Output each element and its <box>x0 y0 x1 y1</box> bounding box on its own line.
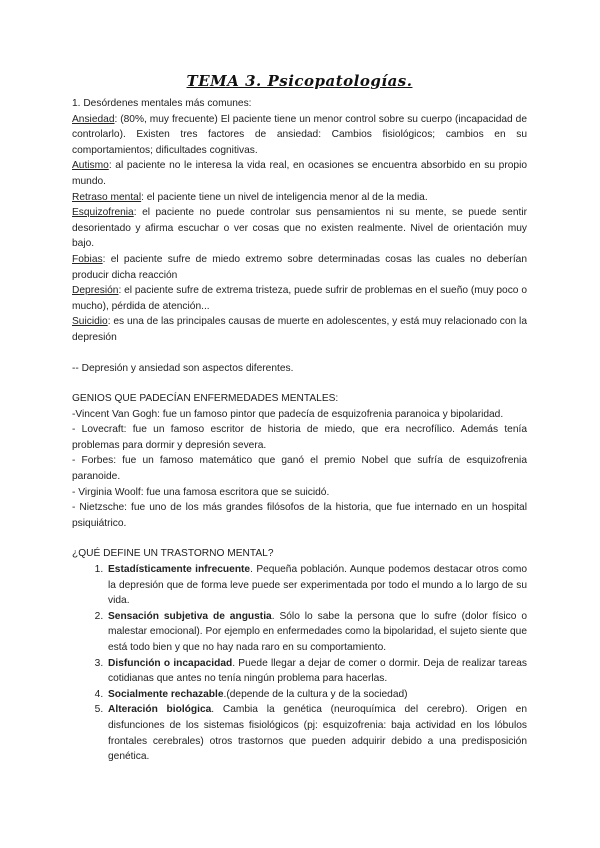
disorder-term: Autismo <box>72 160 109 172</box>
disorder-text: : al paciente no le interesa la vida real, en ocasiones se encuentra absorbido en su propio mundo. <box>72 160 527 187</box>
genius-item: - Virginia Woolf: fue una famosa escritora que se suicidó. <box>72 486 330 498</box>
disorder-text: : el paciente tiene un nivel de inteligencia menor al de la media. <box>141 191 428 203</box>
disorder-term: Esquizofrenia <box>72 207 134 219</box>
genius-item: - Nietzsche: fue uno de los más grandes filósofos de la historia, que fue internado en un hospital psiquiátrico. <box>72 502 527 529</box>
disorder-term: Retraso mental <box>72 191 142 203</box>
section2-list <box>72 407 527 532</box>
disorder-text: : el paciente no puede controlar sus pensamientos ni su mente, se puede sentir desorientado y afirma escuchar o ver cosas que no existen realmente. Nivel de orientación muy bajo. <box>72 207 527 250</box>
disorder-item <box>72 314 527 345</box>
document-title: TEMA 3. Psicopatologías. <box>186 72 413 90</box>
disorder-text: : el paciente sufre de extrema tristeza, puede sufrir de problemas en el sueño (muy poco o mucho), pérdida de atención... <box>72 285 527 312</box>
disorder-text: : el paciente sufre de miedo extremo sobre determinadas cosas las cuales no deberían producir dicha reacción <box>72 253 527 281</box>
disorder-term: Depresión <box>72 285 119 297</box>
criteria-item <box>106 656 527 687</box>
criteria-bold: Alteración biológica <box>108 704 212 716</box>
criteria-text: . Pequeña población. Aunque podemos destacar otros como la depresión que de forma leve puede ser experimentada por todo el mundo a lo largo de su vida. <box>108 564 528 607</box>
disorder-item <box>72 252 527 283</box>
disorder-term: Fobias <box>72 253 103 265</box>
criteria-text: . Sólo lo sabe la persona que lo sufre (dolor físico o malestar emocional). Por ejemplo en enfermedades como la bipolaridad, el sujeto siente que está todo bien y que no hay nada raro en su comportamiento. <box>108 610 528 653</box>
criteria-bold: Disfunción o incapacidad <box>108 657 233 669</box>
disorder-item <box>72 283 527 314</box>
criteria-text: .(depende de la cultura y de la sociedad) <box>223 688 408 700</box>
disorder-text: : es una de las principales causas de muerte en adolescentes, y está muy relacionado con la depresión <box>72 316 527 343</box>
section3-heading: ¿QUÉ DEFINE UN TRASTORNO MENTAL? <box>72 548 274 560</box>
disorder-item <box>72 190 527 206</box>
disorder-item <box>72 112 527 159</box>
criteria-text: . Puede llegar a dejar de comer o dormir. Deja de realizar tareas cotidianas que antes no tenía ningún problema para hacerlas. <box>108 657 527 685</box>
criteria-item <box>106 562 527 609</box>
disorder-term: Ansiedad <box>72 113 115 125</box>
criteria-text: . Cambia la genética (neuroquímica del cerebro). Origen en disfunciones de los sistemas fisiológicos (pj: esquizofrenia: baja actividad en los lóbulos frontales cerebrales) otros trastornos que pueden adquirir debido a una predisposición genética. <box>108 704 527 763</box>
document-page <box>72 72 527 765</box>
criteria-item <box>106 609 527 656</box>
genius-item: - Lovecraft: fue un famoso escritor de historia de miedo, que era necrofílico. Además tenía problemas para dormir y depresión severa. <box>72 424 527 451</box>
disorder-item <box>72 158 527 189</box>
criteria-item <box>106 687 527 703</box>
criteria-list <box>72 562 527 765</box>
disorder-item <box>72 205 527 252</box>
section2-heading: GENIOS QUE PADECÍAN ENFERMEDADES MENTALES: <box>72 393 339 405</box>
section1-list <box>72 112 527 346</box>
genius-item: - Forbes: fue un famoso matemático que ganó el premio Nobel que sufría de esquizofrenia paranoide. <box>72 455 527 483</box>
disorder-term: Suicidio <box>72 316 108 328</box>
criteria-item <box>106 702 527 764</box>
criteria-bold: Sensación subjetiva de angustia <box>108 610 272 622</box>
section1-note: -- Depresión y ansiedad son aspectos diferentes. <box>72 362 294 374</box>
section1-heading: 1. Desórdenes mentales más comunes: <box>72 98 252 109</box>
criteria-bold: Socialmente rechazable <box>108 688 224 700</box>
genius-item: -Vincent Van Gogh: fue un famoso pintor que padecía de esquizofrenia paranoica y bipolaridad. <box>72 408 504 420</box>
criteria-bold: Estadísticamente infrecuente <box>108 564 251 576</box>
disorder-text: : (80%, muy frecuente) El paciente tiene un menor control sobre su cuerpo (incapacidad de controlarlo). Existen tres factores de ansiedad: Cambios fisiológicos; cambios en su comportamientos; dificultades cognitivas. <box>72 113 527 156</box>
